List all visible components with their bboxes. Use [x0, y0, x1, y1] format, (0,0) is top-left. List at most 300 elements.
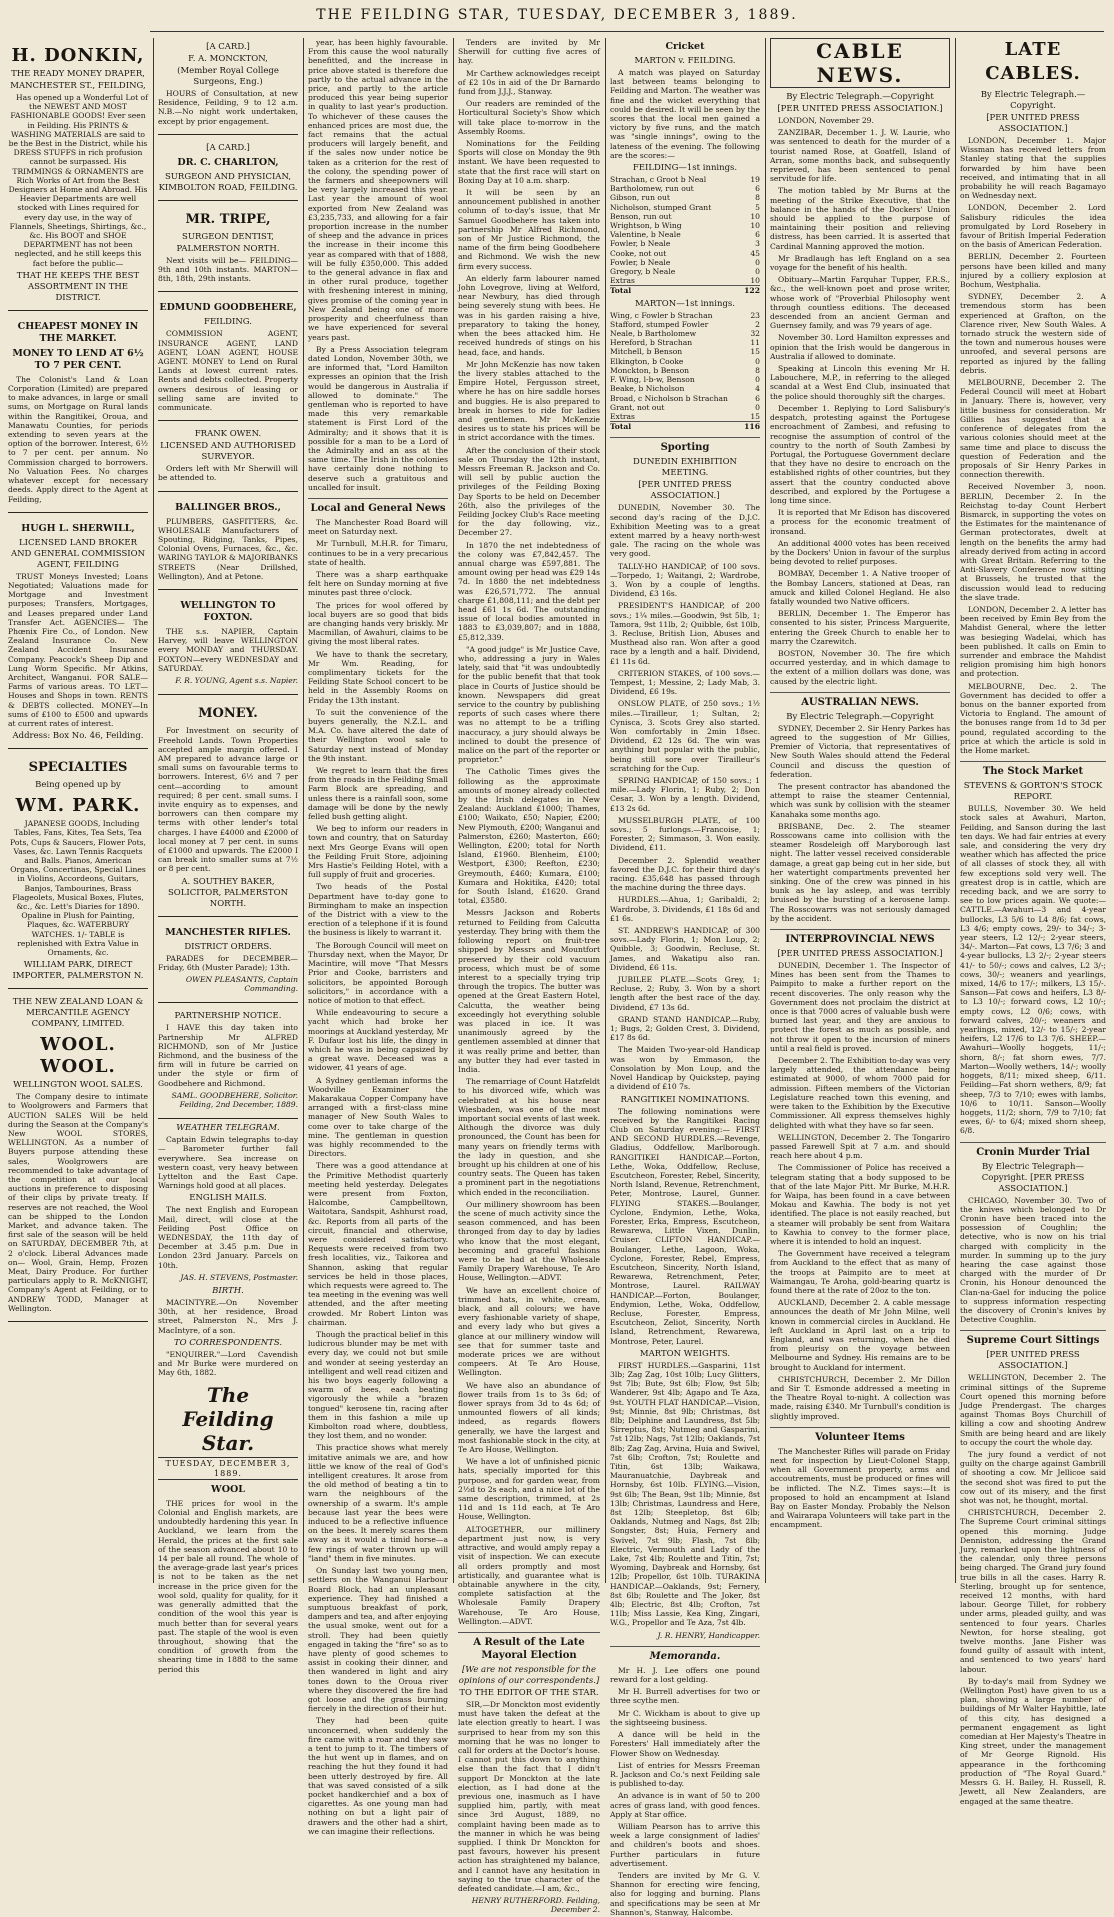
- money-sign: A. SOUTHEY BAKER, SOLICITOR, PALMERSTON NORTH.: [167, 876, 289, 909]
- runs: 10: [750, 211, 760, 221]
- local-news-item: There was a sharp earthquake felt here on Sunday morning at five minutes past three o'clock.: [308, 569, 448, 598]
- batsman: Extras: [610, 276, 635, 286]
- tripe-title: SURGEON DENTIST,: [182, 231, 274, 242]
- rifles-head: MANCHESTER RIFLES.: [165, 926, 291, 938]
- money-advert: [158, 699, 298, 916]
- monckton-body: HOURS of Consultation, at new Residence, Feilding, 9 to 12 a.m. N.B.—No night work undertaken, except by prior engagement.: [158, 89, 298, 126]
- score-row: [610, 329, 760, 338]
- batsman: Nicholson, stumped Grant: [610, 202, 712, 212]
- interprovincial-note: [PER UNITED PRESS ASSOCIATION.]: [777, 949, 943, 960]
- late-cable-item: LONDON, December 2. Lord Salisbury ridicules the idea promulgated by Lord Rosebery in favour of British Imperial Federation on the basis of American Federation.: [960, 203, 1106, 250]
- column-6: [770, 38, 950, 1583]
- batsman: Benson, run out: [610, 211, 672, 221]
- cable-item: November 30. Lord Hamilton expresses and opinion that the Irish would be dangerous in Australia if allowed to dominate.: [770, 333, 950, 361]
- sherwill-advert: [8, 517, 148, 749]
- owen-advert: [158, 425, 298, 491]
- news-item: Tenders are invited by Mr Sherwill for cutting five acres of hay.: [458, 38, 600, 66]
- column-rule: [303, 38, 304, 1583]
- cable-item: BERLIN, December 1. The Emperor has consented to his sister, Princess Marguerite, entering the Greek Church to enable her to marry the Czarewitch.: [770, 609, 950, 646]
- wool-article-body: THE prices for wool in the Colonial and English markets, are undoubtedly hardening this year. In Auckland, we learn from the Herald, the prices at the first sale of the season advanced about 10 to 14 per bale all round. The whole of the average-grade last year's prices is not to be taken as the net increase in the price given for the wool sold, quality for quality, for it was generally admitted that the condition of the wool this year is much better than for several years past. The staple of the wool is even throughout, showing that the condition of growth from the shearing time in 1888 to the same period this: [158, 1498, 298, 1674]
- cable-item: Obituary—Martin Farquhar Tupper, F.R.S., &c., the well-known poet and prose writer, whose work of "Proverbial Philosophy went through countless editions. The deceased descended from an ancient German and Guernsey family, and was 79 years of age.: [770, 275, 950, 331]
- memo-item: A dance will be held in the Foresters' Hall immediately after the Flower Show on Wednesday.: [610, 1730, 760, 1758]
- runs: 15: [750, 347, 760, 357]
- wool-advert: [8, 993, 148, 1322]
- score-row: [610, 203, 760, 212]
- owen-title: LICENSED AND AUTHORISED SURVEYOR.: [160, 441, 296, 463]
- feilding-scorecard: [610, 175, 760, 296]
- interprovincial-item: December 2. The Exhibition to-day was very largely attended, the attendance being estimated at 9000, of whom 7000 paid for admission. Fifteen members of the Victorian Legislature reached town this evening, and were taken to the Exhibition by the Executive Commissioner. All express themselves highly delighted with what they have so far seen.: [770, 1056, 950, 1130]
- late-cable-item: LONDON, December 2. A letter has been received by Emin Bey from the Mahdist General, where the letter was besieging Wadelai, which has been published. It calls on Emin to surrender and embrace the Mahdist religion promising him high honors and protection.: [960, 604, 1106, 679]
- batsman: Fowler, b Neale: [610, 239, 671, 249]
- rifles-body: PARADES for DECEMBER—Friday, 6th (Muster Parade); 13th.: [158, 953, 298, 972]
- tripe-body: Next visits will be— FEILDING—9th and 10th instants. MARTON—8th, 18th, 29th instants.: [158, 255, 298, 284]
- local-news-list: [308, 518, 448, 1836]
- news-item: In 1870 the net indebtedness of the colony was £7,842,457. The annual charge was £597,881. The amount owing per head was £29 14s 7d. In 1880 the net indebtedness was £26,571,772. The annual charge £1,808,111; and the debt per head £61 1s 6d. The outstanding issue of local bodies amounted in 1883 to £3,039,807; and in 1888, £5,812,339.: [458, 540, 600, 642]
- australian-news-head: AUSTRALIAN NEWS.: [770, 692, 950, 709]
- marton-scorecard: [610, 311, 760, 432]
- runs: 45: [750, 248, 760, 258]
- interprovincial-head: INTERPROVINCIAL NEWS: [770, 929, 950, 946]
- runs: 0: [755, 375, 760, 385]
- rifles-sign: OWEN PLEASANTS, Captain Commanding.: [185, 974, 298, 994]
- cricket-head: Cricket: [665, 41, 705, 52]
- election-sign: HENRY RUTHERFORD. Feilding, December 2.: [471, 1896, 600, 1915]
- rangitikei-head: RANGITIKEI NOMINATIONS.: [620, 1094, 750, 1105]
- dunedin-item: ST. ANDREW'S HANDICAP, of 300 sovs.—Lady Florin, 1; Mon Loup, 2; Quibble, 3; Goodwin, Recluse, St. James, and Wakatipu also ran. Dividend, £6 11s.: [610, 926, 760, 972]
- dunedin-item: GRAND STAND HANDICAP.—Ruby, 1; Bugs, 2; Golden Crest, 3. Dividend, £17 8s 6d.: [610, 1014, 760, 1043]
- runs: 0: [755, 402, 760, 412]
- tripe-town: PALMERSTON NORTH.: [176, 243, 280, 254]
- total-label: Total: [610, 422, 742, 432]
- local-news-item: The Borough Council will meet on Thursday next, when the Mayor, Dr Macintire, will move "That Messrs Prior and Cooke, barristers and solicitors, be appointed Borough solicitors," in accordance with a notice of motion to that effect.: [308, 940, 448, 1005]
- memoranda-head: Memoranda.: [610, 1646, 760, 1663]
- australian-news-by: By Electric Telegraph.—Copyright: [786, 711, 934, 722]
- memo-item: Mr H. J. Lee offers one pound reward for a lost gelding.: [610, 1665, 760, 1685]
- owen-name: FRANK OWEN.: [194, 429, 262, 440]
- stock-market-head: The Stock Market: [960, 761, 1106, 778]
- score-row: [610, 258, 760, 267]
- memo-item: Mr C. Wickham is about to give up the sightseeing business.: [610, 1708, 760, 1727]
- monckton-card: [158, 38, 298, 135]
- runs: 2: [755, 319, 760, 329]
- napier-head: WELLINGTON TO FOXTON.: [180, 600, 276, 624]
- batsman: Hereford, b Strachan: [610, 338, 693, 348]
- money-body: For Investment on security of Freehold Lands. Town Properties accepted ample margin offered. I AM prepared to advance large or small sums on favourable terms to borrowers. Interest, 6½ and 7 per cent—according to amount required; 8 per cent. small sums. I invite enquiry as to expenses, and borrowers can then compare my terms with other lender's total charges. I have £4000 and £2000 of local money at 7 per cent. in sums of £1000 and upwards. The £2000 I can break into smaller sums at 7½ or 8 per cent.: [158, 726, 298, 874]
- late-cable-item: BERLIN, December 2. Fourteen persons have been killed and many injured by a colliery explosion at Bochum, Westphalia.: [960, 252, 1106, 290]
- news-item: The remarriage of Count Hatzfeldt to his divorced wife, which was celebrated at his house near Wiesbaden, was one of the most important social events of last week. Although the divorce was duly pronounced, the Count has been for many years on friendly terms with the lady in question, and she brought up his children at one of his country seats. The Queen has taken a prominent part in the negotiations which ended in the reconciliation.: [458, 1077, 600, 1197]
- masthead-rule: [150, 31, 1104, 32]
- column-rule: [605, 38, 606, 1583]
- column-rule: [153, 38, 154, 1583]
- score-row: [610, 230, 760, 239]
- cable-item: An additional 4000 votes has been received by the Dockers' Union in favour of the surplus being devoted to relief purposes.: [770, 538, 950, 567]
- cable-item: Mr Bradlaugh has left England on a sea voyage for the benefit of his health.: [770, 253, 950, 273]
- park-head: SPECIALTIES: [28, 760, 128, 776]
- local-news-item: To suit the convenience of the buyers generally, the N.Z.L. and M.A. Co. have altered the date of their Wellington wool sale to Saturday next instead of Monday the 9th instant.: [308, 707, 448, 763]
- score-row: [610, 357, 760, 366]
- batsman: Beake, b Nicholson: [610, 384, 685, 394]
- dunedin-item: December 2. Splendid weather favored the D.J.C. for their third day's racing. £35,648 has passed through the machine during the three days.: [610, 855, 760, 893]
- donkin-motto: THAT HE KEEPS THE BEST ASSORTMENT IN THE DISTRICT.: [16, 270, 140, 303]
- local-news-item: We regret to learn that the fires from the roads in the Feilding Small Farm Block are spreading, and unless there is a rainfall soon, some damage will be done by the newly felled bush getting alight.: [308, 766, 448, 822]
- late-cables-head: LATE CABLES.: [985, 39, 1081, 84]
- goodbehere-name: EDMUND GOODBEHERE,: [159, 302, 297, 314]
- cable-item: Speaking at Lincoln this evening Mr H. Labouchere, M.P., in referring to the alleged scandal at a West End Club, insinuated that the police should thoroughly sift the charges.: [770, 364, 950, 401]
- column-7: [960, 38, 1106, 1806]
- runs: 6: [755, 230, 760, 240]
- column-5: [610, 38, 760, 1917]
- total-runs: 116: [742, 422, 760, 432]
- batsman: Extras: [610, 411, 635, 421]
- dunedin-item: The Maiden Two-year-old Handicap was won by Emmason, the Consolation by Mon Loup, and the Novel Handicap by Quickstep, paying a dividend of £10 7s.: [610, 1045, 760, 1092]
- loan-head: CHEAPEST MONEY IN THE MARKET.: [17, 320, 139, 344]
- runs: 0: [755, 257, 760, 267]
- news-item: Messrs Jackson and Roberts returned to Feilding from Calcutta yesterday. They bring with them the following report on fruit-tree shipped by Messrs and Mountfort preserved by their cold vacuum process, which must be of some interest to a specially trying trip through the tropics. The butter was opened at the Great Eastern Hotel, Calcutta, the weather being exceedingly hot everything soluble was placed in ice. It was unanimously agreed by the gentlemen assembled at dinner that it was really prime and better, than any butter they had ever tasted in India.: [458, 908, 600, 1074]
- wool-article-head: WOOL: [211, 1483, 245, 1495]
- cricket-intro: A match was played on Saturday last between teams belonging to Feilding and Marton. The weather was fine and the wicket everything that could be desired. It will be seen by the scores that the local men gained a victory by five runs, and the match was "single innings", owing to the lateness of the evening. The following are the scores:—: [610, 68, 760, 160]
- cronin-head: Cronin Murder Trial: [960, 1142, 1106, 1159]
- volunteer-body: The Manchester Rifles will parade on Friday next for inspection by Lieut-Colonel Stapp, when all Government property, arms and accoutrements, must be produced or fines will be inflicted. The N.Z. Times says:—It is proposed to hold an encampment at Island Bay on Easter Monday. Probably the Nelson and Wairarapa Volunteers will take part in the encampment.: [770, 1446, 950, 1530]
- loan-body: The Colonist's Land & Loan Corporation (Limited) are prepared to make advances, in large or small sums, on Mortgage on Rural lands within the Rangitikei, Oroua, and Manawatu Counties, for periods extending to seven years at the option of the borrower. Interest, 6½ to 7 per cent. per annum. No Commission charged to borrowers. No Valuation Fees. No charges whatever except for necessary deeds. Apply direct to the Agent at Feilding,: [8, 374, 148, 504]
- local-news-item: There was a good attendance at the Primitive Methodist quarterly meeting held yesterday. Delegates were present from Foxton, Halcombe, Campbelltown, Waitotara, Sandspit, Ashhurst road, &c. Reports from all parts of the circuit, financial and otherwise, were considered satisfactory. Requests were received from two fresh localities, viz., Taikorea and Shannon, asking that regular services be held in those places, which requests were agreed to. The tea meeting in the evening was well attended, and the after meeting crowded. Mr Robert Linton was chairman.: [308, 1161, 448, 1327]
- news-item: It will be seen by an announcement published in another column of to-day's issue, that Mr Samuel Goodbehere has taken into partnership Mr Alfred Richmond, son of Mr Justice Richmond, the name of the firm being Goodbehere and Richmond. We wish the new firm every success.: [458, 188, 600, 271]
- mails-sign: JAS. H. STEVENS, Postmaster.: [180, 1272, 298, 1282]
- park-body: JAPANESE GOODS, Including Tables, Fans, Kites, Tea Sets, Tea Pots, Cups & Saucers, Flower Pots, Vases, &c. Lawn Tennis Racquets and Balls. Pianos, American Organs, Concertinas, Special Lines in Violins, Accordeons, Guitars, Banjos, Tambourines, Brass Flageolets, Musical Boxes, Flutes, &c., &c. Lett's Diaries for 1890. Opaline in Plush for Painting, Plaques, &c. WATERBURY WATCHES. 1/- TABLE is replenished with Extra Value in Ornaments, &c.: [10, 819, 146, 957]
- tripe-advert: [158, 205, 298, 293]
- local-news-item: The prices for wool offered by local buyers are so good that bids are changing hands very briskly. Mr Macmillan, of Awahuri, claims to be giving the most liberal rates.: [308, 600, 448, 647]
- news-item: Mr Carthew acknowledges receipt of £2 10s in aid of the Dr Barnardo fund from J.J.J., Stanway.: [458, 68, 600, 97]
- news-item: We have also an abundance of flower trails from 1s to 3s 6d; of flower sprays from 3d to 4s 6d; of unmounted flowers of all kinds; indeed, as regards flowers generally, we have the largest and most fashionable stock in the city, at Te Aro House, Wellington.: [458, 1380, 600, 1455]
- dunedin-note: [PER UNITED PRESS ASSOCIATION.]: [638, 480, 732, 502]
- wool-company: THE NEW ZEALAND LOAN & MERCANTILE AGENCY COMPANY, LIMITED.: [12, 997, 144, 1030]
- runs: 10: [750, 276, 760, 286]
- batsman: Gregory, b Neale: [610, 267, 676, 277]
- ballinger-advert: [158, 496, 298, 590]
- cronin-by: By Electric Telegraph—Copyright. [PER PRESS ASSOCIATION.]: [981, 1161, 1085, 1194]
- dunedin-item: TALLY-HO HANDICAP, of 100 sovs.—Torpedo, 1; Waitangi, 2; Wardrobe, 3. Won by a couple of lengths. Dividend, £3 16s.: [610, 561, 760, 599]
- masthead: THE FEILDING STAR, TUESDAY, DECEMBER 3, 1889.: [316, 7, 798, 23]
- charlton-card: [158, 139, 298, 201]
- donkin-tag: THE READY MONEY DRAPER,: [11, 69, 145, 79]
- batsman: Grant, not out: [610, 402, 665, 412]
- score-row: [610, 403, 760, 412]
- napier-sign: F. R. YOUNG, Agent s.s. Napier.: [175, 676, 298, 686]
- news-item: "A good judge" is Mr Justice Cave, who, addressing a jury in Wales lately, said that "it was undoubtedly for the public benefit that that took place in Courts of Justice should be known. Newspapers did great service to the country by publishing reports of such cases where there was no attempt to be a trifling inaccuracy, a jury should always be inclined to doubt the presence of malice on the part of the reporter or proprietor.": [458, 644, 600, 765]
- interprovincial-item: CHRISTCHURCH, December 2. Mr Dillon and Sir T. Esmonde addressed a meeting in the Theatre Royal to-night. A collection was made, raising £340. Mr Turnbull's condition is slightly improved.: [770, 1374, 950, 1421]
- batsman: Stafford, stumped Fowler: [610, 319, 709, 329]
- runs: 0: [755, 267, 760, 277]
- dunedin-item: HURDLES.—Ahua, 1; Garibaldi, 2; Wardrobe, 3. Dividends, £1 18s 6d and £1 6s.: [610, 895, 760, 923]
- sherwill-name: HUGH L. SHERWILL,: [21, 522, 135, 534]
- partnership-notice: [158, 1007, 298, 1119]
- park-advert: [8, 753, 148, 989]
- column-rule: [955, 38, 956, 1583]
- australian-item: The present contractor has abandoned the attempt to raise the steamer Centennial, which was sunk by collision with the steamer Kanahaka some months ago.: [770, 782, 950, 819]
- weather-body: Captain Edwin telegraphs to-day— Barometer further fall everywhere. Sea increase on western coast, very heavy between Lyttelton and the East Cape. Warnings hold good at all places.: [158, 1135, 298, 1191]
- sporting-head: Sporting: [610, 437, 760, 454]
- total-label: Total: [610, 286, 742, 296]
- election-note: [We are not responsible for the opinions of our correspondents.]: [458, 1664, 600, 1686]
- score-row: [610, 366, 760, 375]
- owen-body: Orders left with Mr Sherwill will be attended to.: [158, 464, 298, 483]
- dunedin-item: CRITERION STAKES, of 100 sovs.—Tempest, 1; Messine, 2; Lady Mab, 3. Dividend, £6 19s.: [610, 668, 760, 697]
- local-news-item: We beg to inform our readers in town and country, that on Saturday next Mrs George Evans will open the Feilding Fruit Store, adjoining Mrs Hastie's Feilding Hotel, with a full supply of fruit and groceries.: [308, 824, 448, 880]
- dunedin-item: SPRING HANDICAP, of 150 sovs.; 1 mile.—Lady Florin, 1; Ruby, 2; Don Cesar, 3. Won by a length. Dividend, £13 2s 6d.: [610, 776, 760, 813]
- cable-item: BOSTON, November 30. The fire which occurred yesterday, and in which damage to the extent of a million dollars was done, was caused by the electric light.: [770, 648, 950, 686]
- paper-date: TUESDAY, DECEMBER 3, 1889.: [158, 1457, 298, 1479]
- napier-body: THE s.s. NAPIER, Captain Harvey, will leave WELLINGTON every MONDAY and THURSDAY. FOXTON—every WEDNESDAY and SATURDAY.: [158, 627, 298, 673]
- news-item: We have a lot of unfinished picnic hats, specially imported for this purpose, and for garden wear, from 2½d to 2s each, and a nice lot of the same description, trimmed, at 2s 11d and 1s 11d each, at Te Aro House, Wellington.: [458, 1457, 600, 1522]
- news-item: Our readers are reminded of the Horticultural Society's Show which will take place to-morrow in the Assembly Rooms.: [458, 99, 600, 136]
- score-row: [610, 311, 760, 320]
- score-row: [610, 267, 760, 276]
- news-item: An elderly farm labourer named John Lovegrove, living at Welford, near Newbury, has died through being severely stung with bees. He was in his garden raising a hive, preparatory to taking the honey, when the bees attacked him. He received hundreds of stings on his head, face, and hands.: [458, 273, 600, 357]
- runs: 3: [755, 239, 760, 249]
- cable-item: BOMBAY, December 1. A Native trooper of the Bombay Lancers, stationed at Deas, ran amuck and killed Colonel Hegland. He also fatally wounded two Native officers.: [770, 569, 950, 606]
- news-item: The Catholic Times gives the following as the approximate amounts of money already collected by the Irish delegates in New Zealand: Auckland £1000; Thames, £100; Waikato, £50; Napier, £200; New Plymouth, £200; Wanganui and Palmerston, £260; Masterton, £60; Wellington, £200; total for North Island, £1960. Blenheim, £100; Westport, £300; Reefton, £230; Greymouth, £460; Kumara, £100; Kumara and Hokitika, £420; total for South Island, £1620. Grand total, £3580.: [458, 767, 600, 906]
- batsman: Bartholomew, run out: [610, 184, 694, 194]
- sherwill-body: TRUST Moneys Invested; Loans Negotiated; Valuations made for Mortgage and Investment purposes; Transfers, Mortgages, and Leases prepared under Land Transfer Act. AGENCIES— The Phœnix Fire Co., of London. New Zealand Insurance Co. New Zealand Accident Insurance Company. Peacock's Sheep Dip and Lung Worm Specific. Mr Atkins, Architect, Wanganui. FOR SALE—Farms of various areas. TO LET—Houses and Shops in town. RENTS & DEBTS collected. MONEY—In sums of £100 to £500 and upwards at current rates of interest.: [8, 571, 148, 728]
- local-news-head: Local and General News: [308, 498, 448, 515]
- dunedin-item: MUSSELBURGH PLATE, of 100 sovs.; 5 furlongs.—Francoise, 1; Forester, 2; Simmason, 3. Won easily. Dividend, £11.: [610, 815, 760, 853]
- goodbehere-advert: [158, 296, 298, 421]
- napier-advert: [158, 594, 298, 695]
- sherwill-title: LICENSED LAND BROKER AND GENERAL COMMISSION AGENT, FEILDING: [10, 537, 146, 570]
- batsman: Monckton, b Benson: [610, 365, 690, 375]
- goodbehere-title: FEILDING.: [204, 317, 252, 328]
- monckton-label: [A CARD.]: [206, 42, 250, 52]
- batsman: Wrightson, b Wing: [610, 221, 682, 231]
- cricket-match: MARTON v. FEILDING.: [634, 56, 736, 66]
- score-total-row: [610, 286, 760, 296]
- charlton-title: SURGEON AND PHYSICIAN, KIMBOLTON ROAD, FEILDING.: [158, 171, 298, 193]
- runs: 6: [755, 393, 760, 403]
- score-row: [610, 320, 760, 329]
- monckton-title: (Member Royal College Surgeons, Eng.): [177, 66, 279, 87]
- score-row: [610, 394, 760, 403]
- cable-item: December 1. Replying to Lord Salisbury's despatch, protesting against the Portugese encroachment of Zambesi, and refusing to recognise the assumption of control of the country to the north of South Zambesi by Portugal, the Portuguese Government declare that they have no desire to encroach on the established rights of other countries, but they assert that the country conducted above described, and explored by the Portugese a long time since.: [770, 403, 950, 505]
- cronin-body: CHICAGO, November 30. Two of the knives which belonged to Dr Cronin have been traced into the possession of Coughlin; the detective, who is now on his trial charged with complicity in the murder. In summing up to the jury hearing the case against those charged with the murder of Dr Cronin, his Honour denounced the Clan-na-Gael for inducing the police to suppress information respecting the discovery of Cronin's knives by Detective Coughlin.: [960, 1195, 1106, 1325]
- election-head: A Result of the Late Mayoral Election: [458, 1632, 600, 1662]
- donkin-advert: [8, 38, 148, 311]
- donkin-name: H. DONKIN,: [11, 45, 145, 66]
- interprovincial-item: The Commissioner of Police has received a telegram stating that a body supposed to be that of the late Major Pitt. Mr Burke, M.H.R. for Waipa, has been found in a cave between Mokau and Kawhia. The body is not yet identified. The place is not easily reached, but a steamer will probably be sent from Waitara to Kawhia to convey to the former place, where it is intended to hold an inquest.: [770, 1163, 950, 1246]
- wool-head: WOOL. WOOL.: [40, 1034, 116, 1078]
- runs: 4: [755, 384, 760, 394]
- late-cable-item: Received November 3, noon. BERLIN, December 2. In the Reichstag to-day Count Herbert Bismarck, in supporting the votes on the Estimates for the maintenance of German protectorates, dwelt at length on the benefits the army had already derived from acting in accord with Great Britain. Referring to the Anti-Slavery Conference now sitting at Brussels, he trusted that the discussion would lead to reducing the slave trade.: [960, 482, 1106, 602]
- score-row: [610, 193, 760, 202]
- ballinger-name: BALLINGER BROS.,: [175, 501, 281, 513]
- local-news-item: A Sydney gentleman informs the Woodville Examiner the Makarakaua Copper Company have arranged with a first-class mine manager of New South Wales to come over to take charge of the mine. The gentleman in question was highly recommended to the Directors.: [308, 1075, 448, 1159]
- score-row: [610, 276, 760, 286]
- volunteer-head: Volunteer Items: [770, 1427, 950, 1444]
- news-item: We have an excellent choice of trimmed hats, in white, cream, black, and all colours; we have every fashionable variety of shape, and every lady who but gives a glance at our millinery window will see that for summer taste and moderate prices we are without compeers. At Te Aro House, Wellington.: [458, 1285, 600, 1378]
- dunedin-item: JUBILEE PLATE.—Scots Grey, 1; Recluse, 2; Ruby, 3. Won by a short length after the best race of the day. Dividend, £7 13s 6d.: [610, 975, 760, 1012]
- late-cables-by: By Electric Telegraph.—Copyright.: [980, 90, 1086, 111]
- score-row: [610, 412, 760, 422]
- partnership-head: PARTNERSHIP NOTICE.: [174, 1011, 282, 1022]
- dunedin-head: DUNEDIN EXHIBITION MEETING.: [633, 457, 737, 479]
- supreme-court-note: [PER UNITED PRESS ASSOCIATION.]: [986, 1350, 1080, 1372]
- feilding-innings-head: FEILDING—1st innings.: [632, 163, 738, 174]
- batsman: Valentine, b Neale: [610, 230, 681, 240]
- local-news-item: They had been quite unconcerned, when suddenly the fire came with a roar and they saw a tent to jump to it. The timbers of the hut went up in flames, and on reaching the hut they found it had been utterly destroyed by fire. All that was saved consisted of a silk pocket handkerchief and a box of cigarettes. As one young man had nothing on but a light pair of drawers and the other had a shirt, we can imagine their reflections.: [308, 1716, 448, 1836]
- runs: 10: [750, 221, 760, 231]
- rangitikei-body: The following nominations were received by the Rangitikei Racing Club on Saturday evening:— FIRST AND SECOND HURDLES.—Revenge, Gladius, Oddfellow, Marlborough. RANGITIKEI HANDICAP.—Forton, Lethe, Woka, Oddfellow, Recluse, Escutcheon, Forester, Rebel, Sincerity, North Island, Revenue, Retrenchment, Peter, Montrose, Laurel, Gunner. FLYING STAKES.—Boulanger, Cyclone, Endymion, Lethe, Woka, Forester, Erka, Empress, Escutcheon, Rewarewa, Little Vixen, Dunlin, Cruiser. CLIFTON HANDICAP.—Boulanger, Lethe, Lagoon, Woka, Cyclone, Forester, Rebel, Empress, Escutcheon, Sincerity, North Island, Rewarewa, Retrenchment, Peter, Montrose, Laurel. RAILWAY HANDICAP.—Forton, Boulanger, Endymion, Lethe, Woka, Oddfellow, Recluse, Forester, Empress, Escutcheon, Zeliot, Sincerity, North Island, Retrenchment, Rewarewa, Montrose, Peter, Laurel.: [610, 1106, 760, 1346]
- birth-body: MACINTYRE.—On November 30th, at her residence, Broad street, Palmerston N., Mrs J. MacIntyre, of a son.: [158, 1298, 298, 1335]
- late-cable-item: SYDNEY, December 2. A tremendous storm has been experienced at Grafton, on the Clarence river, New South Wales. A tornado struck the western side of the town and numerous houses were unroofed, and several persons are reported as injured by the falling debris.: [960, 292, 1106, 375]
- local-news-item: Though the practical belief in this ludicrous blunder may be met with every day, we could not but smile and wonder at seeing yesterday an intelligent and well read citizen and his two boys eagerly following a swarm of bees, each beating vigorously the while a "brazen tongued" kerosene tin, racing after them in this fashion a mile up Kimbolton road where, doubtless, they lost them, and no wonder.: [308, 1330, 448, 1441]
- court-item: By to-day's mail from Sydney we (Wellington Post) have given to us a plan, showing a large number of buildings of Mr Walter Haybittle, late of this city, has designed a permanent engagement as light comedian at Her Majesty's Theatre in King street, under the management of Mr George Rignold. His appearance in the forthcoming production of "The Royal Guard." Messrs G. H. Bailey, H. Russell, R. Jewett, all New Zealanders, are engaged at the same theatre.: [960, 1676, 1106, 1806]
- news-item: ALTOGETHER, our millinery department just now, is very attractive, and would amply repay a visit of inspection. We can execute all orders promptly and most artistically, and guarantee what is obtainable anywhere in the city, complete satisfaction at the Wholesale Family Drapery Warehouse, Te Aro House, Wellington.—ADVT.: [458, 1524, 600, 1626]
- local-news-item: Mr Turnbull, M.H.R. for Timaru, continues to be in a very precarious state of health.: [308, 539, 448, 567]
- local-news-item: While endeavouring to secure a yacht which had broke her moorings at Auckland yesterday, Mr F. Dufaur lost his life, the dingy in which he was in being capsized by a great wave. Deceased was a widower, 41 years of age.: [308, 1008, 448, 1073]
- score-row: [610, 249, 760, 258]
- interprovincial-item: The Government have received a telegram from Auckland to the effect that as many of the troops at Paimpito are to meet at Waimangau, Te Aroha, gold-bearing quartz is found there at the rate of 20oz to the ton.: [770, 1249, 950, 1295]
- column-4: [458, 38, 600, 1915]
- wool-sub: WELLINGTON WOOL SALES.: [13, 1080, 143, 1091]
- mails-head: ENGLISH MAILS.: [189, 1193, 267, 1204]
- batsman: Fowler, b Neale: [610, 257, 671, 267]
- weights-sign: J. R. HENRY, Handicapper.: [657, 1630, 760, 1640]
- monckton-name: F. A. MONCKTON,: [188, 54, 268, 64]
- birth-head: BIRTH.: [212, 1286, 244, 1297]
- late-cables-note: [PER UNITED PRESS ASSOCIATION.]: [986, 113, 1080, 134]
- runs: 15: [750, 411, 760, 421]
- memo-item: An advance is in want of 50 to 200 acres of grass land, with good fences. Apply at Star office.: [610, 1791, 760, 1819]
- score-row: [610, 175, 760, 184]
- weights-head: MARTON WEIGHTS.: [639, 1348, 731, 1359]
- cable-news-note: [PER UNITED PRESS ASSOCIATION.]: [777, 104, 943, 114]
- score-row: [610, 384, 760, 393]
- tripe-name: MR. TRIPE,: [185, 211, 271, 227]
- charlton-name: DR. C. CHARLTON,: [177, 156, 279, 168]
- stock-report-body: BULLS, November 30. We held stock sales at Awahuri, Marton, Feilding, and Sanson during the last ten days. We had fair entries at every sale, and considering the very dry weather which has affected the price of all classes of stock they, all with few exceptions sold very well. The greatest drop is in cattle, which are receding back, and we are sorry to see to low prices again. We quote:— CATTLE.—Awahuri—3 and 4-year bullocks, L3 5/6 to L4 8/6; fat cows, L3 4/6; empty cows, 29/- to 34/-; 3-year steers, L2 12/-; 2-year steers, 34/-. Marton—Fat cows, L3 7/6; 3 and 4-year bullocks, L3 2/-; 2-year steers 41/- to 50/-; cows and calves, L2 3/-; cows, 30/-; weaners and yearlings, mixed, 14/6 to 17/-; milkers, L3 15/-. Sanson—Fat cows and heifers, L3 8/- to L3 10/-; forward cows, L2 10/-; empty cows, L2 0/6; cows, with forward calves, 20/-; weaners and yearlings, mixed, 12/- to 15/-; 2-year heifers, L2 17/6 to L3 7/6. SHEEP.—Awahuri—Woolly hoggets, 11/-; shorn, 8/-; fat shorn ewes, 7/7. Marton—Woolly wethers, 14/-; woolly hoggets, 8/11; mixed sheep, 6/11. Feilding—Fat shorn wethers, 8/9; fat sheep, 7/3 to 7/10; ewes with lambs, 10/6 to 10/11. Sanson—Woolly hoggets, 11/2; shorn, 7/9 to 7/10; fat ewes, 6/- to 6/4; mixed shorn sheep, 6/8.: [960, 804, 1106, 1136]
- runs: 8: [755, 193, 760, 203]
- batsman: Wing, c Fowler b Strachan: [610, 310, 713, 320]
- charlton-label: [A CARD.]: [206, 142, 250, 153]
- australian-item: SYDNEY, December 2. Sir Henry Parkes has agreed to the suggestion of Mr Gillies, Premier of Victoria, that representatives of New South Wales should attend the Federal Council and discuss the question of federation.: [770, 723, 950, 779]
- interprovincial-item: DUNEDIN, December 1. The Inspector of Mines has been sent from the Thames to Paimpito to make a further report on the recent discoveries. The only reason why the Government does not proclaim the district at once is that 7000 acres of valuable bush were burned last year, and they are anxious to protect the forest as much as possible, and not throw it open to the incursion of miners until a real field is proved.: [770, 961, 950, 1053]
- column-1: [8, 38, 148, 1583]
- column-rule: [765, 38, 766, 1583]
- ballinger-body: PLUMBERS, GASFITTERS, &c. WHOLESALE Manufacturers of Spouting, Ridging, Tanks, Pipes, Colonial Ovens, Furnaces, &c., &c. WARING TAYLOR & MAJORIBANKS STREETS (Near Drillshed, Wellington), And at Petone.: [158, 516, 298, 581]
- cable-news-head: CABLE NEWS.: [770, 38, 950, 88]
- election-body: SIR,—Dr Monckton most evidently must have taken the defeat at the late election greatly to heart. I was surprised to hear from my son this morning that he was no longer to call for orders at the Doctor's house. I cannot put this down to anything else than the fact that I didn't support Dr Monckton at the late election, as I had done at the previous one, inasmuch as I have supplied him, partly, with meat since 3rd August, 1889, no complaint having been made as to the manner in which he was being supplied. I think Dr Monckton for past favours, however his present action has straightened my balance, and I cannot have any hesitation in saying to the true character of the defeated candidate.—I am, &c.,: [458, 1699, 600, 1893]
- correspondents-body: "ENQUIRER."—Lord Cavendish and Mr Burke were murdered on May 6th, 1882.: [158, 1349, 298, 1378]
- loan-sub: MONEY TO LEND AT 6½ TO 7 PER CENT.: [12, 347, 144, 371]
- batsman: Elkington, b Cooke: [610, 356, 684, 366]
- local-news-item: On Sunday last two young men, settlers on the Wanganui Harbour Board Block, had an unpleasant experience. They had finished a sumptuous breakfast of pork, dampers and tea, and after enjoying the usual smoke, went out for a stroll. They had been quietly engaged in taking the "fire" so as to have plenty of good schemes to assist in cooking their dinner, and then wandered in light and airy tones down to the Oroua river where they discovered the fire had got loose and the grass burning fiercely in the direction of their hut.: [308, 1566, 448, 1714]
- cable-item: The motion tabled by Mr Burns at the meeting of the Strike Executive, that the balance in the hands of the Dockers' Union should be applied to the purpose of maintaining their position and relieving distress, has been carried. It is asserted that Cardinal Manning approved the motion.: [770, 186, 950, 251]
- runs: 5: [755, 202, 760, 212]
- wool-article-hamilton: By a Press Association telegram dated London, November 30th, we are informed that, "Lord Hamilton expresses an opinion that the Irish would be dangerous in Australia if allowed to dominate." The gentleman who is reported to have made this very remarkable statement is First Lord of the Admiralty; and it shows that it is possible for a man to be a Lord of the Admiralty and an ass at the same time. The Irish in the colonies have certainly done nothing to deserve such a gratuitous and uncalled for insult.: [308, 344, 448, 492]
- runs: 19: [750, 175, 760, 185]
- batsman: Mitchell, b Benson: [610, 347, 683, 357]
- news-item: Nominations for the Feilding Sports will close on Monday the 9th instant. We have been requested to state that the first race will start on Boxing Day at 10 a.m. sharp.: [458, 139, 600, 185]
- loan-advert: [8, 315, 148, 513]
- correspondents-head: TO CORRESPONDENTS.: [173, 1337, 283, 1348]
- runs: 8: [755, 365, 760, 375]
- donkin-body: Has opened up a Wonderful Lot of the NEWEST AND MOST FASHIONABLE GOODS! Ever seen in Feilding. His PRINTS & WASHING MATERIALS are said to be the Best in the District, while his DRESS STUFFS in rich profusion cannot be surpassed. His TRIMMINGS & ORNAMENTS are Rich Works of Art from the Best Designers at Home and Abroad. His Heavier Departments are well stocked with Lines required for every day use, in the way of Flannels, Sheetings, Shirtings, &c., &c. His BOOT and SHOE DEPARTMENT has not been neglected, and he still keeps this fact before the public—: [8, 93, 148, 268]
- score-row: [610, 338, 760, 347]
- score-row: [610, 239, 760, 248]
- news-item: Mr John McKenzie has now taken the livery stables attached to the Empire Hotel, Fergusson street, where he has on hire saddle horses and buggies. He is also prepared to break in horses to ride for ladies and gentlemen. Mr McKenzie desires us to state his prices will be in strict accordance with the times.: [458, 359, 600, 443]
- runs: 23: [750, 310, 760, 320]
- partnership-sign: SAML. GOODBEHERE, Solicitor. Feilding, 2nd December, 1889.: [171, 1090, 298, 1109]
- score-row: [610, 184, 760, 193]
- cable-item: LONDON, November 29.: [778, 116, 874, 125]
- park-sign: WILLIAM PARK, DIRECT IMPORTER, PALMERSTON N.: [12, 960, 144, 982]
- late-cable-item: LONDON, December 1. Major Wissman has received letters from Stanley stating that the supplies forwarded by him have been received, and intimating that in all probability he will reach Bagamayo on Wednesday next.: [960, 136, 1106, 201]
- rifles-advert: [158, 921, 298, 1004]
- batsman: F. Wing, l-b-w, Benson: [610, 375, 695, 385]
- total-runs: 122: [742, 286, 760, 296]
- rifles-sub: DISTRICT ORDERS.: [184, 941, 272, 952]
- runs: 32: [750, 329, 760, 339]
- late-cable-item: MELBOURNE, December 2. The Federal Council will meet at Hobart in January. There is, however, very little business for consideration. Mr Gillies has suggested that a conference of delegates from the various colonies should meet at the same time and place to discuss the question of Federation and the proposals of Sir Henry Parkes in connection therewith.: [960, 378, 1106, 480]
- score-row: [610, 212, 760, 221]
- local-news-item: Two heads of the Postal Department have to-day gone to Birmingham to make an inspection of the District with a view to the erection of a telephone if it is found the business is likely to warrant it.: [308, 882, 448, 938]
- column-3: [308, 38, 448, 1836]
- wool-article-continued: year, has been highly favourable. From this cause the wool naturally benefitted, and the increase in price above stated is therefore due partly to the actual advance in the price, and partly to the article produced this year being superior in quality to last year's production. To whichever of these causes the enhanced prices are most due, the fact remains that the actual producers will largely benefit, and if the sales now under notice be taken as a criterion for the rest of the colony, the spending power of the farmers and sheepowners will be very largely increased this year. Last year the amount of wool exported from New Zealand was £3,235,733, and allowing for a fair proportion increase in the number of sheep and the advance in prices the increase in their income this year as compared with that of 1888, will be fully £350,000. This added to the general advance in flax and in other rural produce, together with freshening interest in mining, gives promise of the coming year in New Zealand being one of more prosperity and cheerfulness than we have experienced for several years past.: [308, 38, 448, 342]
- local-news-item: This practice shows what merely imitative animals we are, and how little we know of the real of God's intelligent creatures. It arose from the old method of beating a tin to warn the neighbours of the ownership of a swarm. It's ample because last year the bees were induced to be a reflective influence on the bees. It merely scares them away as it would a timid horse—a few rings of water thrown up will "land" them in five minutes.: [308, 1443, 448, 1563]
- cable-news-by: By Electric Telegraph.—Copyright: [786, 92, 934, 102]
- score-row: [610, 347, 760, 356]
- news-item: Our millinery showroom has been the scene of much activity since the season commenced, and has been thronged from day to day by ladies who know that the most elegant, becoming and graceful fashions were to be had at the Wholesale Family Drapery Warehouse, Te Aro House, Wellington.—ADVT.: [458, 1199, 600, 1283]
- column-rule: [453, 38, 454, 1583]
- interprovincial-item: WELLINGTON, December 2. The Tongariro passed Farewell Spit at 7 a.m. and should reach here about 4 p.m.: [770, 1132, 950, 1161]
- batsman: Neale, b Bartholomew: [610, 329, 697, 339]
- donkin-address: MANCHESTER ST., FEILDING,: [10, 81, 146, 91]
- local-news-item: We have to thank the secretary, Mr Wm. Reading, for complimentary tickets for the Feilding State School concert to be held in the Assembly Rooms on Friday the 13th instant.: [308, 649, 448, 705]
- stock-report-sub: STEVENS & GORTON'S STOCK REPORT.: [963, 781, 1103, 803]
- dunedin-item: ONSLOW PLATE, of 250 sovs.; 1½ miles.—Tirailleur, 1; Sultan, 2; Cynisca, 3. Scots Grey also started. Won comfortably in 2min 18sec. Dividend, £2 12s 6d. The win was anything but popular with the public, being still sore over Tirailleur's scratching for the Cup.: [610, 699, 760, 773]
- australian-item: BRISBANE, Dec. 2. The steamer Rosscowans came into collision with the steamer Rosdeleigh off Maryborough last night. The latter vessel received considerable damage, a great gap being cut in her side, but her watertight compartments prevented her sinking. One of the crew was pinned in his bunk as he lay asleep, and was terribly bruised by the bursting of a kerosene lamp. The Rosscowarrs was not seriously damaged by the accident.: [770, 821, 950, 923]
- column-2: [158, 38, 298, 1674]
- memo-item: William Pearson has to arrive this week a large consignment of ladies' and children's boots and shoes. Further particulars in future advertisement.: [610, 1821, 760, 1868]
- weights-body: FIRST HURDLES.—Gasparini, 11st 3lb; Zag Zag, 10st 10lb; Lucy Glitters, 9st 7lb; Bute, 9st 6lb; Flow, 9st 5lb; Wanderer, 9st 4lb; Agapo and Te Aza, 9st. YOUTH FLAT HANDICAP.—Vision, 9st; Minnie, 8st 9lb; Christmas, 8st 8lb; Delphine and Laundress, 8st 5lb; Sirreptus, 8st; Nutmeg and Gasparini, 7st 12lb; Nags, 7st 12lb; Oaklands, 7st 8lb; Zag Zag, Arvina, Huia and Swivel, 7st 6lb; Crofton, 7st; Roulette and Titin, 6st 13lb; Waikawa, Mauranuatchie, Daybreak and Hornsby, 6st 10lb. FLYING.—Vision, 9st 6lb; The Bean, 9st 1lb; Minnie, 8st 13lb; Christmas, Laundress and Here, 8st 12lb; Steepletop, 8st 6lb; Oaklands, Nutmeg and Nags, 8st 2lb; Songster, 8st; Huia, Fernery and Swivel, 7st 9lb; Flash, 7st 8lb; Electric, Vermouth and Lady of the Lake, 7st 4lb; Roulette and Titin, 7st; Wyoming, Daybreak and Hornsby, 6st 12lb; Propellor, 6st 10lb. TURAKINA HANDICAP.—Oaklands, 9st; Fernery, 8st 6lb; Roulette and The Joker, 8st 4lb; Electric, 8st 4lb; Crofton, 7st 11lb; Miss Lassie, Kea King, Zingari, W.G., Propellor and Te Aza, 7st 4lb.: [610, 1360, 760, 1628]
- dunedin-item: DUNEDIN, November 30. The second day's racing of the D.J.C. Exhibition Meeting was to a great extent marred by a heavy north-west gale. The racing on the whole was very good.: [610, 503, 760, 559]
- wool-body: The Company desire to intimate to Woolgrowers and Farmers that AUCTION SALES Will be held during the Season at the Company's New WOOL STORES, WELLINGTON. As a number of Buyers purpose attending these sales, Woolgrowers are recommended to take advantage of the competition at our local auctions in preference to disposing of their clips by private treaty. If reserves are not reached, the Wool can be shipped to the London Market, and advance taken. The first sale of the season will be held on SATURDAY, DECEMBER 7th, at 2 o'clock. Liberal Advances made on— Wool, Grain, Hemp, Frozen Meat, Dairy Produce. For further particulars apply to R. McKNIGHT, Company's Agent at Feilding, or to ANDREW TODD, Manager at Wellington.: [8, 1092, 148, 1313]
- dunedin-item: PRESIDENT'S HANDICAP, of 200 sovs.; 1¼ miles.—Goodwin, 9st 5lb, 1; Tamora, 9st 11lb, 2; Quibble, 6st 10lb, 3. Recluse, British Lion, Abuses and Musthead also ran. Won after a good race by a length and a half. Dividend, £1 11s 6d.: [610, 601, 760, 666]
- memo-item: Mr H. Burrell advertises for two or three scythe men.: [610, 1687, 760, 1706]
- memo-item: List of entries for Messrs Freeman R. Jackson and Co.'s next Feilding sale is published to-day.: [610, 1760, 760, 1789]
- marton-innings-head: MARTON—1st innings.: [635, 298, 735, 309]
- batsman: Strachan, c Groot b Neal: [610, 175, 707, 185]
- supreme-court-head: Supreme Court Sittings: [960, 1330, 1106, 1347]
- paper-title: The Feilding Star.: [182, 1383, 274, 1456]
- local-news-item: The Manchester Road Board will meet on Saturday next.: [308, 517, 448, 537]
- park-sub: Being opened up by: [35, 780, 121, 791]
- score-total-row: [610, 422, 760, 432]
- late-cable-item: MELBOURNE, Dec. 2. The Government has decided to offer a bonus on the banner exported from Victoria to England. The amount of the bonuses range from 1d to 3d per pound, regulated according to the price at which the article is sold in the Home market.: [960, 681, 1106, 755]
- cable-item: It is reported that Mr Edison has discovered a process for the economic treatment of ironsand.: [770, 508, 950, 536]
- park-name: WM. PARK.: [15, 795, 141, 817]
- court-item: The jury found a verdict of not guilty on the charge against Gambrill of shooting a cow. Mr Jellicoe said the second shot was fired to put the cow out of its misery, and the first shot was not, he thought, mortal.: [960, 1449, 1106, 1505]
- runs: 6: [755, 184, 760, 194]
- partnership-body: I HAVE this day taken into Partnership Mr ALFRED RICHMOND, son of Mr Justice Richmond, and the business of the firm will in future be carried on under the style or firm of Goodbehere and Richmond.: [158, 1023, 298, 1088]
- weather-head: WEATHER TELEGRAM.: [176, 1123, 280, 1134]
- runs: 11: [750, 338, 760, 348]
- court-item: WELLINGTON, December 2. The criminal sittings of the Supreme Court opened this morning before Judge Prendergast. The charges against Thomas Boys Churchill of killing a cow and shooting Andrew Smith are being heard and are likely to occupy the court the whole day.: [960, 1373, 1106, 1447]
- court-item: CHRISTCHURCH, December 2. The Supreme Court criminal sittings opened this morning. Judge Denniston, addressing the Grand Jury, remarked upon the lightness of the calendar, only three persons being charged. The Grand jury found true bills in all the cases. Harry R. Sterling, brought up for sentence, received 12 months, with hard labour. George Tillet, for robbery under arms, pleaded guilty, and was sentenced to four years. Charles Newton, for horse stealing, got twelve months. Jane Fisher was found guilty of assault with intent, and sentenced to two years' hard labour.: [960, 1508, 1106, 1674]
- runs: 0: [755, 356, 760, 366]
- sherwill-address: Address: Box No. 46, Feilding.: [12, 731, 144, 742]
- news-item: After the conclusion of their stock sale on Thursday the 12th instant, Messrs Freeman R. Jackson and Co. will sell by public auction the privileges of the Feilding Boxing Day Sports to be held on December 26th, also the privileges of the Feilding Jockey Club's Race meeting for the day following, viz., December 27.: [458, 445, 600, 538]
- batsman: Gibson, run out: [610, 193, 670, 203]
- money-head: MONEY.: [198, 706, 258, 722]
